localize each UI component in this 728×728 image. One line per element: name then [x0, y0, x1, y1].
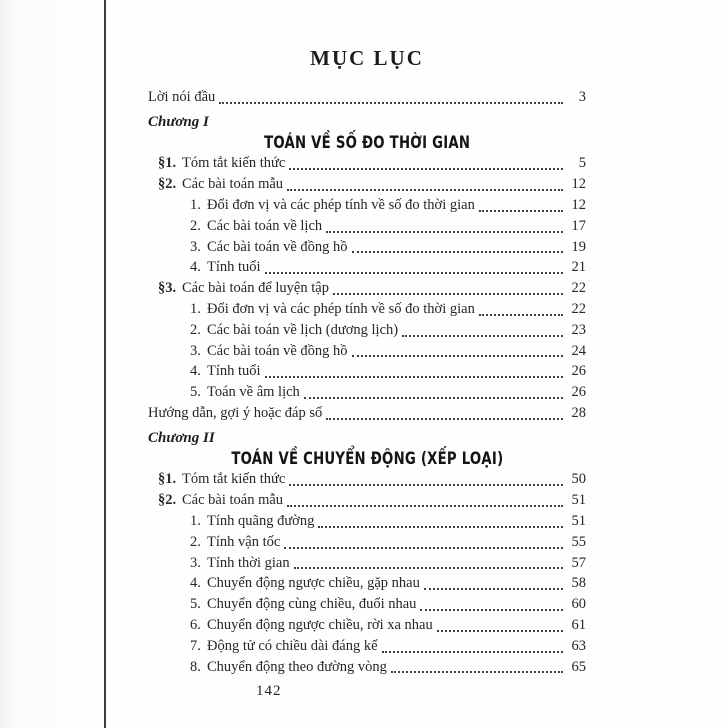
dot-leader [435, 615, 565, 636]
toc-entry-number: 4. [190, 575, 201, 592]
toc-rows [148, 87, 586, 677]
dot-leader [350, 341, 565, 362]
toc-row-section [148, 174, 586, 195]
toc-entry-page: 12 [571, 176, 586, 193]
toc-entry-number: 5. [190, 384, 201, 401]
toc-entry-label: Chuyển động ngược chiều, gặp nhau [207, 575, 420, 592]
toc-entry-page: 22 [571, 300, 586, 317]
toc-entry-number: §1. [158, 471, 177, 488]
toc-row-plain [148, 87, 586, 108]
toc-row-item [148, 532, 586, 553]
dot-leader [282, 532, 565, 553]
toc-entry-number: §3. [158, 280, 177, 297]
toc-entry-number: 1. [190, 300, 201, 317]
toc-entry-label: Chuyển động theo đường vòng [207, 658, 387, 675]
toc-entry-page: 26 [571, 384, 586, 401]
toc-entry-number: 1. [190, 196, 201, 213]
chapter-title: TOÁN VỀ SỐ ĐO THỜI GIAN [263, 132, 471, 153]
toc-entry-page: 23 [571, 321, 586, 338]
toc-entry-number: §2. [158, 492, 177, 509]
toc-entry-number: 2. [190, 217, 201, 234]
toc-row-item [148, 257, 586, 278]
toc-row-item [148, 573, 586, 594]
dot-leader [324, 403, 565, 424]
toc-entry-page: 19 [571, 238, 586, 255]
toc-entry-page: 55 [571, 533, 586, 550]
toc-entry-label: Hướng dẫn, gợi ý hoặc đáp số [148, 404, 323, 421]
toc-row-item [148, 195, 586, 216]
toc-entry-label: Các bài toán mẫu [182, 492, 284, 509]
dot-leader [287, 469, 565, 490]
toc-entry-number: 7. [190, 637, 201, 654]
toc-entry-number: 3. [190, 342, 201, 359]
dot-leader [316, 511, 565, 532]
toc-entry-number: 2. [190, 533, 201, 550]
toc-entry-page: 51 [571, 492, 586, 509]
toc-row-item [148, 594, 586, 615]
toc-entry-label: Các bài toán để luyện tập [182, 280, 329, 297]
toc-row-item [148, 382, 586, 403]
toc-row-item [148, 299, 586, 320]
toc-entry-number: 1. [190, 512, 201, 529]
toc-entry-label: Chuyển động ngược chiều, rời xa nhau [207, 616, 433, 633]
page-title: MỤC LỤC [310, 46, 424, 70]
toc-entry-number: §1. [158, 155, 177, 172]
toc-entry-label: Các bài toán về lịch [207, 217, 323, 234]
toc-entry-page: 65 [571, 658, 586, 675]
toc-entry-label: Tính vận tốc [207, 533, 281, 550]
toc-row-item [148, 615, 586, 636]
toc-entry-label: Động tử có chiều dài đáng kể [207, 637, 378, 654]
toc-entry-label: Chuyển động cùng chiều, đuổi nhau [207, 596, 417, 613]
dot-leader [477, 299, 565, 320]
toc-entry-label: Tính tuổi [207, 363, 261, 380]
toc-entry-label: Lời nói đầu [148, 89, 216, 105]
toc-row-item [148, 237, 586, 258]
toc-entry-label: Tóm tắt kiến thức [182, 155, 286, 172]
dot-leader [285, 490, 565, 511]
dot-leader [287, 153, 565, 174]
toc-row-item [148, 320, 586, 341]
toc-row-chapter [148, 112, 586, 133]
toc-row-item [148, 341, 586, 362]
toc-row-item [148, 636, 586, 657]
dot-leader [422, 573, 565, 594]
toc-entry-number: 8. [190, 658, 201, 675]
toc-entry-page: 22 [571, 280, 586, 297]
dot-leader [285, 174, 565, 195]
toc-row-chapter [148, 428, 586, 449]
toc-entry-label: Các bài toán về lịch (dương lịch) [207, 321, 399, 338]
dot-leader [302, 382, 565, 403]
chapter-label: Chương II [148, 429, 215, 446]
folio-page-number: 142 [256, 683, 282, 699]
toc-row-heading [148, 449, 586, 470]
toc-row-item [148, 553, 586, 574]
toc-entry-number: 3. [190, 554, 201, 571]
toc-row-section [148, 469, 586, 490]
dot-leader [331, 278, 565, 299]
toc-entry-page: 51 [571, 512, 586, 529]
toc-entry-label: Tóm tắt kiến thức [182, 471, 286, 488]
dot-leader [389, 657, 565, 678]
dot-leader [350, 237, 565, 258]
dot-leader [400, 320, 565, 341]
dot-leader [380, 636, 565, 657]
toc-content [148, 0, 586, 677]
toc-entry-label: Đổi đơn vị và các phép tính về số đo thời gian [207, 196, 475, 213]
toc-entry-label: Tính tuổi [207, 259, 261, 276]
toc-entry-label: Tính quãng đường [207, 512, 315, 529]
dot-leader [418, 594, 565, 615]
toc-row-section [148, 278, 586, 299]
toc-entry-page: 63 [571, 637, 586, 654]
toc-entry-number: §2. [158, 176, 177, 193]
toc-entry-page: 57 [571, 554, 586, 571]
dot-leader [263, 361, 565, 382]
toc-row-item [148, 657, 586, 678]
toc-entry-number: 2. [190, 321, 201, 338]
chapter-label: Chương I [148, 113, 209, 130]
toc-row-item [148, 216, 586, 237]
toc-entry-page: 58 [571, 575, 586, 592]
toc-entry-label: Đổi đơn vị và các phép tính về số đo thời gian [207, 300, 475, 317]
toc-entry-page: 21 [571, 259, 586, 276]
toc-entry-label: Tính thời gian [207, 554, 290, 571]
toc-entry-page: 60 [571, 596, 586, 613]
toc-entry-page: 3 [578, 89, 586, 105]
toc-row-plain [148, 403, 586, 424]
toc-row-section [148, 490, 586, 511]
toc-entry-page: 61 [571, 616, 586, 633]
toc-entry-page: 50 [571, 471, 586, 488]
toc-entry-page: 24 [571, 342, 586, 359]
toc-entry-label: Toán về âm lịch [207, 384, 300, 401]
toc-entry-page: 5 [578, 155, 586, 172]
toc-entry-number: 4. [190, 363, 201, 380]
dot-leader [292, 553, 565, 574]
dot-leader [477, 195, 565, 216]
toc-entry-number: 4. [190, 259, 201, 276]
book-page [106, 0, 728, 728]
toc-entry-page: 26 [571, 363, 586, 380]
chapter-title: TOÁN VỀ CHUYỂN ĐỘNG (XẾP LOẠI) [230, 448, 504, 469]
toc-entry-label: Các bài toán mẫu [182, 176, 284, 193]
toc-row-heading [148, 133, 586, 154]
toc-entry-label: Các bài toán về đồng hồ [207, 238, 348, 255]
toc-entry-label: Các bài toán về đồng hồ [207, 342, 348, 359]
dot-leader [324, 216, 565, 237]
toc-entry-number: 5. [190, 596, 201, 613]
toc-row-item [148, 361, 586, 382]
toc-entry-number: 3. [190, 238, 201, 255]
toc-entry-page: 12 [571, 196, 586, 213]
page-left-margin [0, 0, 104, 728]
toc-entry-page: 28 [571, 404, 586, 421]
toc-row-item [148, 511, 586, 532]
toc-row-section [148, 153, 586, 174]
dot-leader [217, 87, 565, 108]
dot-leader [263, 257, 565, 278]
toc-entry-number: 6. [190, 616, 201, 633]
toc-entry-page: 17 [571, 217, 586, 234]
